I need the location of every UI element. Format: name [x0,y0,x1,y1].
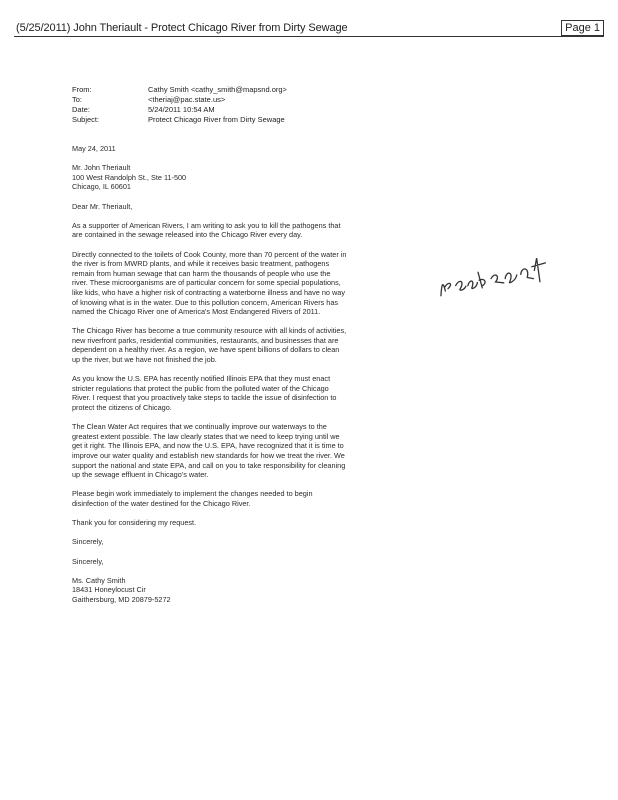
recipient-address [72,163,347,192]
meta-label: From: [72,85,92,94]
meta-subject [72,115,287,125]
signature-line: Ms. Cathy Smith [72,575,126,585]
paragraph: The Clean Water Act requires that we continually improve our waterways to the greatest extent possible. The law clearly states that we need to keep trying until we get it right. The Illinois EPA, and now the U.S. EPA, have recognized that it is time to improve our water quality and establish new standards for how we treat the river. We support the national and state EPA, and call on you to take responsibility for cleaning up the sewage effluent in Chicago's water. [72,422,346,480]
paragraph: As you know the U.S. EPA has recently notified Illinois EPA that they must enact stricter regulations that protect the public from the polluted water of the Chicago River. I request that you proactively take steps to tackle the issue of disinfection to protect the citizens of Chicago. [72,374,337,413]
signature-line: 18431 Honeylocust Cir [72,585,146,595]
meta-label: To: [72,95,83,104]
meta-to [72,95,287,105]
address-line: Chicago, IL 60601 [72,182,131,192]
meta-value: 5/24/2011 10:54 AM [148,105,215,114]
meta-value: <theriaj@pac.state.us> [148,95,226,104]
signature-block [72,576,347,605]
salutation: Dear Mr. Theriault, [72,201,133,211]
address-line: Mr. John Theriault [72,163,131,173]
letter-body [72,144,347,614]
closing: Sincerely, [72,537,104,547]
email-title: (5/25/2011) John Theriault - Protect Chicago River from Dirty Sewage [16,22,348,34]
paragraph: As a supporter of American Rivers, I am writing to ask you to kill the pathogens that are contained in the sewage released into the Chicago River every day. [72,220,341,240]
closing: Sincerely, [72,556,104,566]
handwritten-note [435,258,565,298]
page-number-box: Page 1 [561,20,604,36]
meta-value: Cathy Smith <cathy_smith@mapsnd.org> [148,85,287,94]
meta-label: Subject: [72,115,100,124]
address-line: 100 West Randolph St., Ste 11-500 [72,172,187,182]
letter-date: May 24, 2011 [72,144,116,153]
paragraph: Please begin work immediately to implement the changes needed to begin disinfection of the water destined for the Chicago River. [72,489,313,508]
signature-line: Gaithersburg, MD 20879-5272 [72,594,171,604]
email-meta [72,85,287,125]
meta-label: Date: [72,105,90,114]
paragraph: The Chicago River has become a true community resource with all kinds of activities, new riverfront parks, residential communities, restaurants, and businesses that are dependent on a healthy river. As a region, we have spent billions of dollars to clean up the river, but we have not finished the job. [72,326,347,365]
paragraph: Thank you for considering my request. [72,518,197,528]
paragraph: Directly connected to the toilets of Cook County, more than 70 percent of the water in the river is from MWRD plants, and while it receives basic treatment, pathogens remain from human sewage that can harm the thousands of people who use the river. These microorganisms are of particular concern for some special populations, like kids, who have a higher risk of contracting a waterborne illness and have no way of knowing what is in the water. Due to this pollution concern, American Rivers has named the Chicago River one of America's Most Endangered Rivers of 2011. [72,249,347,317]
meta-date [72,105,287,115]
meta-value: Protect Chicago River from Dirty Sewage [148,115,285,124]
page-header [14,22,604,37]
meta-from [72,85,287,95]
